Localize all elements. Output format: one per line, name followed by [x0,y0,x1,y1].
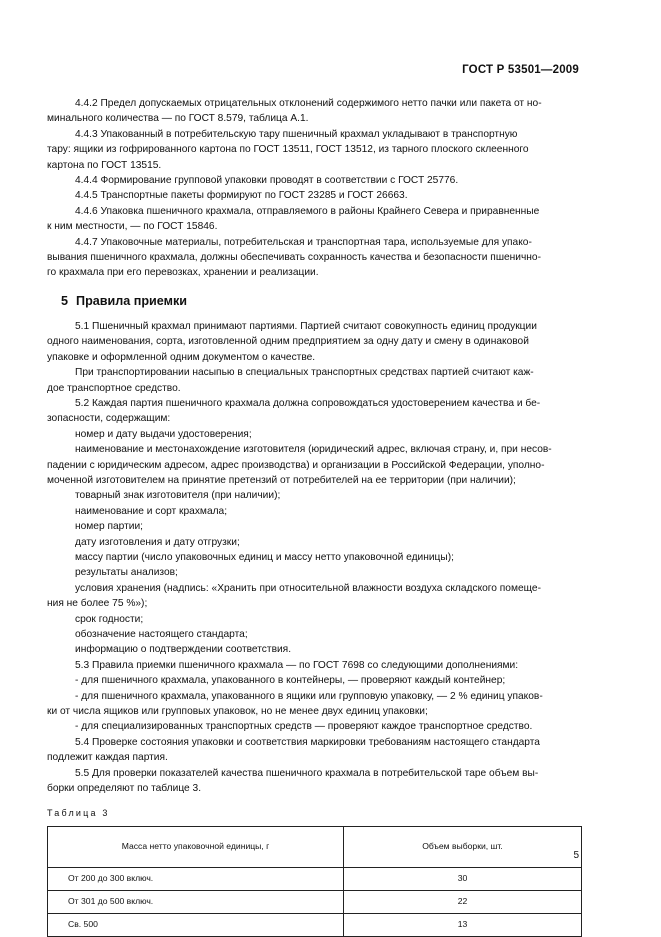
paragraph-5-4: 5.4 Проверке состояния упаковки и соответствия маркировки требованиям настоящего стандарта подлежит каждая партия. [47,736,540,764]
section-5-content [47,319,582,797]
cell-sample-size: 22 [344,890,582,913]
list-item: результаты анализов; [75,567,178,579]
cell-net-mass: От 200 до 300 включ. [48,867,344,890]
page-number: 5 [573,850,579,861]
list-item: срок годности; [75,613,144,625]
list-item: - для специализированных транспортных средств — проверяют каждое транспортное средство. [75,721,533,733]
paragraph-4-4-5: 4.4.5 Транспортные пакеты формируют по ГОСТ 23285 и ГОСТ 26663. [75,190,408,202]
cell-net-mass: От 301 до 500 включ. [48,890,344,913]
section-title: Правила приемки [76,293,187,308]
page-body [47,96,582,937]
cell-sample-size: 30 [344,867,582,890]
column-header-sample-size: Объем выборки, шт. [344,826,582,867]
paragraph-5-2: 5.2 Каждая партия пшеничного крахмала должна сопровождаться удостоверением качества и бе- зопасности, содержащим: [47,397,541,425]
section-number: 5 [61,293,69,308]
cell-sample-size: 13 [344,913,582,936]
paragraph-5-5: 5.5 Для проверки показателей качества пшеничного крахмала в потребительской таре объем вы- борки определяют по таблице 3. [47,767,539,795]
section-4-continued [47,96,582,281]
standard-header: ГОСТ Р 53501—2009 [462,64,579,76]
list-item: номер партии; [75,521,143,533]
paragraph-5-3: 5.3 Правила приемки пшеничного крахмала — по ГОСТ 7698 со следующими дополнениями: [75,659,519,671]
list-item: номер и дату выдачи удостоверения; [75,428,252,440]
paragraph-4-4-2: 4.4.2 Предел допускаемых отрицательных отклонений содержимого нетто пачки или пакета от но- минального количества — по ГОСТ 8.579, таблица А.1. [47,98,542,125]
list-item: дату изготовления и дату отгрузки; [75,536,240,548]
cell-net-mass: Св. 500 [48,913,344,936]
list-item: условия хранения (надпись: «Хранить при относительной влажности воздуха складского помеще- ния не более 75 %»); [47,582,541,610]
paragraph-4-4-7: 4.4.7 Упаковочные материалы, потребительская и транспортная тара, используемые для упако- вывания пшеничного крахмала, должны обеспечивать сохранность качества и безопасности пшенично- го крахмала при его перевозках, хранении и реализации. [47,236,541,279]
list-item: - для пшеничного крахмала, упакованного в контейнеры, — проверяют каждый контейнер; [75,675,506,687]
list-item: наименование и сорт крахмала; [75,505,228,517]
table-caption: Таблица 3 [47,808,110,819]
paragraph-bulk-transport: При транспортировании насыпью в специальных транспортных средствах партией считают каж- дое транспортное средство. [47,367,534,394]
list-item: товарный знак изготовителя (при наличии); [75,490,281,502]
sample-size-table [47,826,582,937]
list-item: обозначение настоящего стандарта; [75,629,248,640]
table-row [48,890,582,913]
paragraph-4-4-6: 4.4.6 Упаковка пшеничного крахмала, отправляемого в районы Крайнего Севера и приравненные к ним местности, — по ГОСТ 15846. [47,205,540,233]
table-header-row [48,826,582,867]
paragraph-5-1: 5.1 Пшеничный крахмал принимают партиями. Партией считают совокупность единиц продукции одного наименования, сорта, изготовленной одним предприятием за одну дату и смену в одинаковой упаковке и оформленной одним документом о качестве. [47,320,537,363]
table-row [48,867,582,890]
table-row [48,913,582,936]
column-header-net-mass: Масса нетто упаковочной единицы, г [48,826,344,867]
paragraph-4-4-3: 4.4.3 Упакованный в потребительскую тару пшеничный крахмал укладывают в транспортную тару: ящики из гофрированного картона по ГОСТ 13511, ГОСТ 13512, из тарного плоского склеенного картона по ГОСТ 13515. [47,128,529,171]
list-item: наименование и местонахождение изготовителя (юридический адрес, включая страну, и, при несов- падении с юридическим адресом, адрес производства) и организации в Российской Федерации, уполно- моченной изготовителем на принятие претензий от потребителей на ее территории (при наличии); [47,444,552,486]
list-item: массу партии (число упаковочных единиц и массу нетто упаковочной единицы); [75,551,454,563]
section-5-heading [47,293,582,309]
list-item: информацию о подтверждении соответствия. [75,644,292,656]
paragraph-4-4-4: 4.4.4 Формирование групповой упаковки проводят в соответствии с ГОСТ 25776. [75,175,459,187]
list-item: - для пшеничного крахмала, упакованного в ящики или групповую упаковку, — 2 % единиц упаков- ки от числа ящиков или групповых упаковок, но не менее двух единиц упаковки; [47,690,543,718]
